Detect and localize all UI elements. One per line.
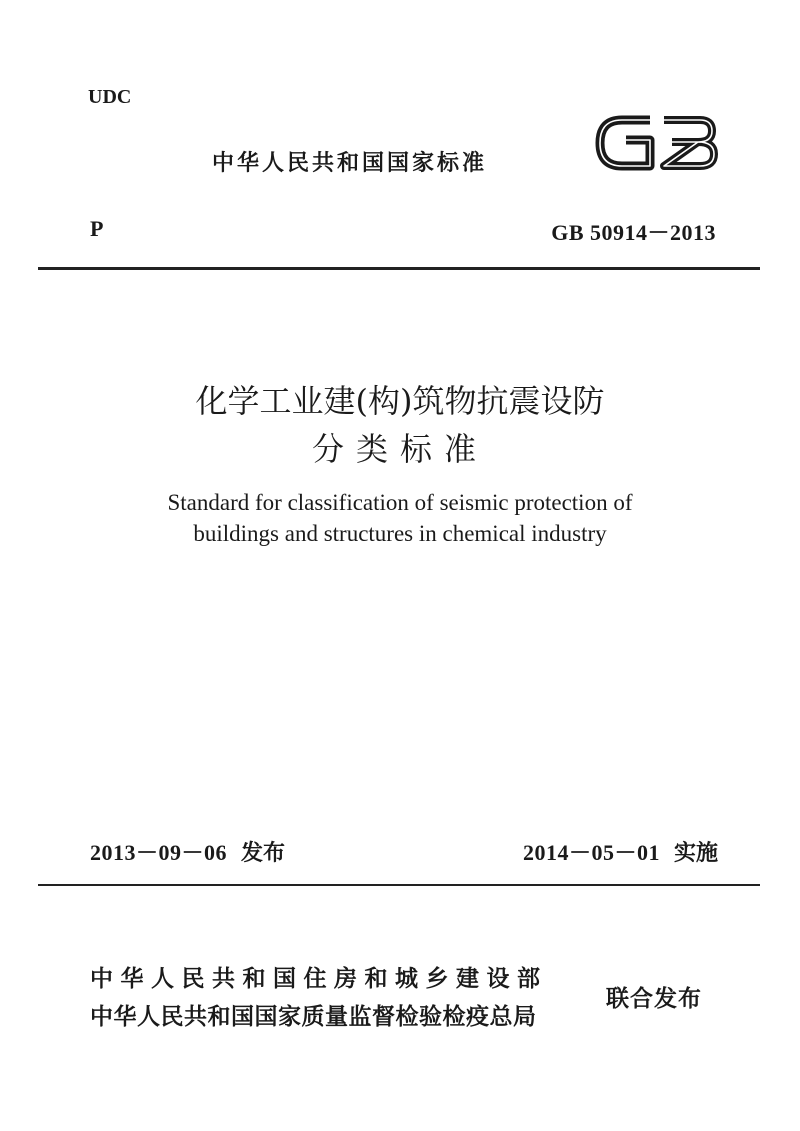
implement-date: 2014－05－01 <box>522 840 660 865</box>
publisher-line1: 中华人民共和国住房和城乡建设部 <box>90 966 548 992</box>
issue-date-group <box>90 836 285 867</box>
issue-label: 发布 <box>241 841 286 866</box>
implement-date-group <box>523 836 718 867</box>
top-divider <box>38 267 760 270</box>
title-en-line2: buildings and structures in chemical industry <box>193 521 607 546</box>
joint-publish-label: 联合发布 <box>606 986 702 1012</box>
udc-label: UDC <box>88 86 132 108</box>
title-en-line1: Standard for classification of seismic protection of <box>167 490 633 515</box>
title-zh-line2: 分类标准 <box>311 430 488 468</box>
gb-logo <box>592 110 720 176</box>
classification-code: P <box>90 216 104 241</box>
standard-type: 中华人民共和国国家标准 <box>212 151 488 176</box>
issue-date: 2013－09－06 <box>90 840 228 865</box>
bottom-divider <box>38 884 760 886</box>
publisher-line2: 中华人民共和国国家质量监督检验检疫总局 <box>90 1004 537 1030</box>
standard-number: GB 50914－2013 <box>551 220 716 245</box>
title-zh-line1: 化学工业建(构)筑物抗震设防 <box>195 382 605 420</box>
implement-label: 实施 <box>673 841 718 866</box>
